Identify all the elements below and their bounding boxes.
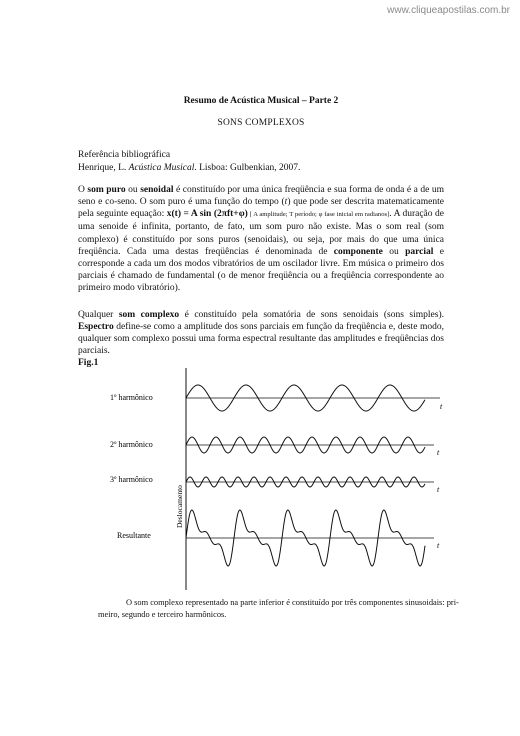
paragraph-complex-sound: Qualquer som complexo é constituído pela somatória de sons senoidais (sons simples). Espectro define-se como a amplitude dos sons parciais em função da freqüência e, deste modo, qualquer som complexo possui uma forma espectral resultante das amplitudes e freqüências dos parciais. <box>78 309 444 357</box>
t-label-1: t <box>440 402 443 411</box>
figure-label: Fig.1 <box>78 358 99 369</box>
document-subtitle: SONS COMPLEXOS <box>217 118 305 129</box>
reference-heading: Referência bibliográfica <box>78 150 171 161</box>
label-harmonic-3: 3º harmônico <box>110 475 153 484</box>
label-resultant: Resultante <box>117 531 151 540</box>
site-watermark: www.cliqueapostilas.com.br <box>387 5 510 16</box>
t-label-3: t <box>437 485 440 494</box>
t-label-2: t <box>437 448 440 457</box>
figure-caption <box>98 597 484 622</box>
caption-line-1: O som complexo representado na parte inferior é constituído por três componentes sinusoidais: pri- <box>126 598 459 607</box>
document-title: Resumo de Acústica Musical – Parte 2 <box>183 96 339 106</box>
t-label-resultant: t <box>437 541 440 550</box>
label-harmonic-1: 1º harmônico <box>110 393 153 402</box>
axis-label-displacement: Deslocamento <box>175 485 184 528</box>
equation-note: [ A amplitude; T período; φ fase inicial em radianos] <box>247 211 390 219</box>
label-harmonic-2: 2º harmônico <box>110 440 153 449</box>
caption-line-2: meiro, segundo e terceiro harmônicos. <box>98 610 227 620</box>
reference-work-title: Acústica Musical <box>128 162 195 173</box>
paragraph-pure-sound: O som puro ou senoidal é constituído por uma única freqüência e sua forma de onda é a de um seno e co-seno. O som puro é uma função do tempo (t) que pode ser descrita matematicamente pela seguinte equação: x(t) = A sin (2πft+φ) [ A amplitude; T período; φ fase inicial em radianos]. A duração de uma senoide é infinita, portanto, de fato, um som puro não existe. Mas o som real (som complexo) é constituído por sons puros (senoidais), ou seja, por mais do que uma única freqüência. Cada uma destas freqüências é denominada de componente ou parcial e corresponde a cada um dos modos vibratórios de um oscilador livre. Em música o primeiro dos parciais é chamado de fundamental (o de menor freqüência ou a freqüência correspondente ao primeiro modo vibratório). <box>78 184 444 294</box>
reference-citation: Henrique, L. Acústica Musical. Lisboa: Gulbenkian, 2007. <box>78 162 301 173</box>
sine-equation: x(t) = A sin (2πft+φ) <box>166 209 248 220</box>
